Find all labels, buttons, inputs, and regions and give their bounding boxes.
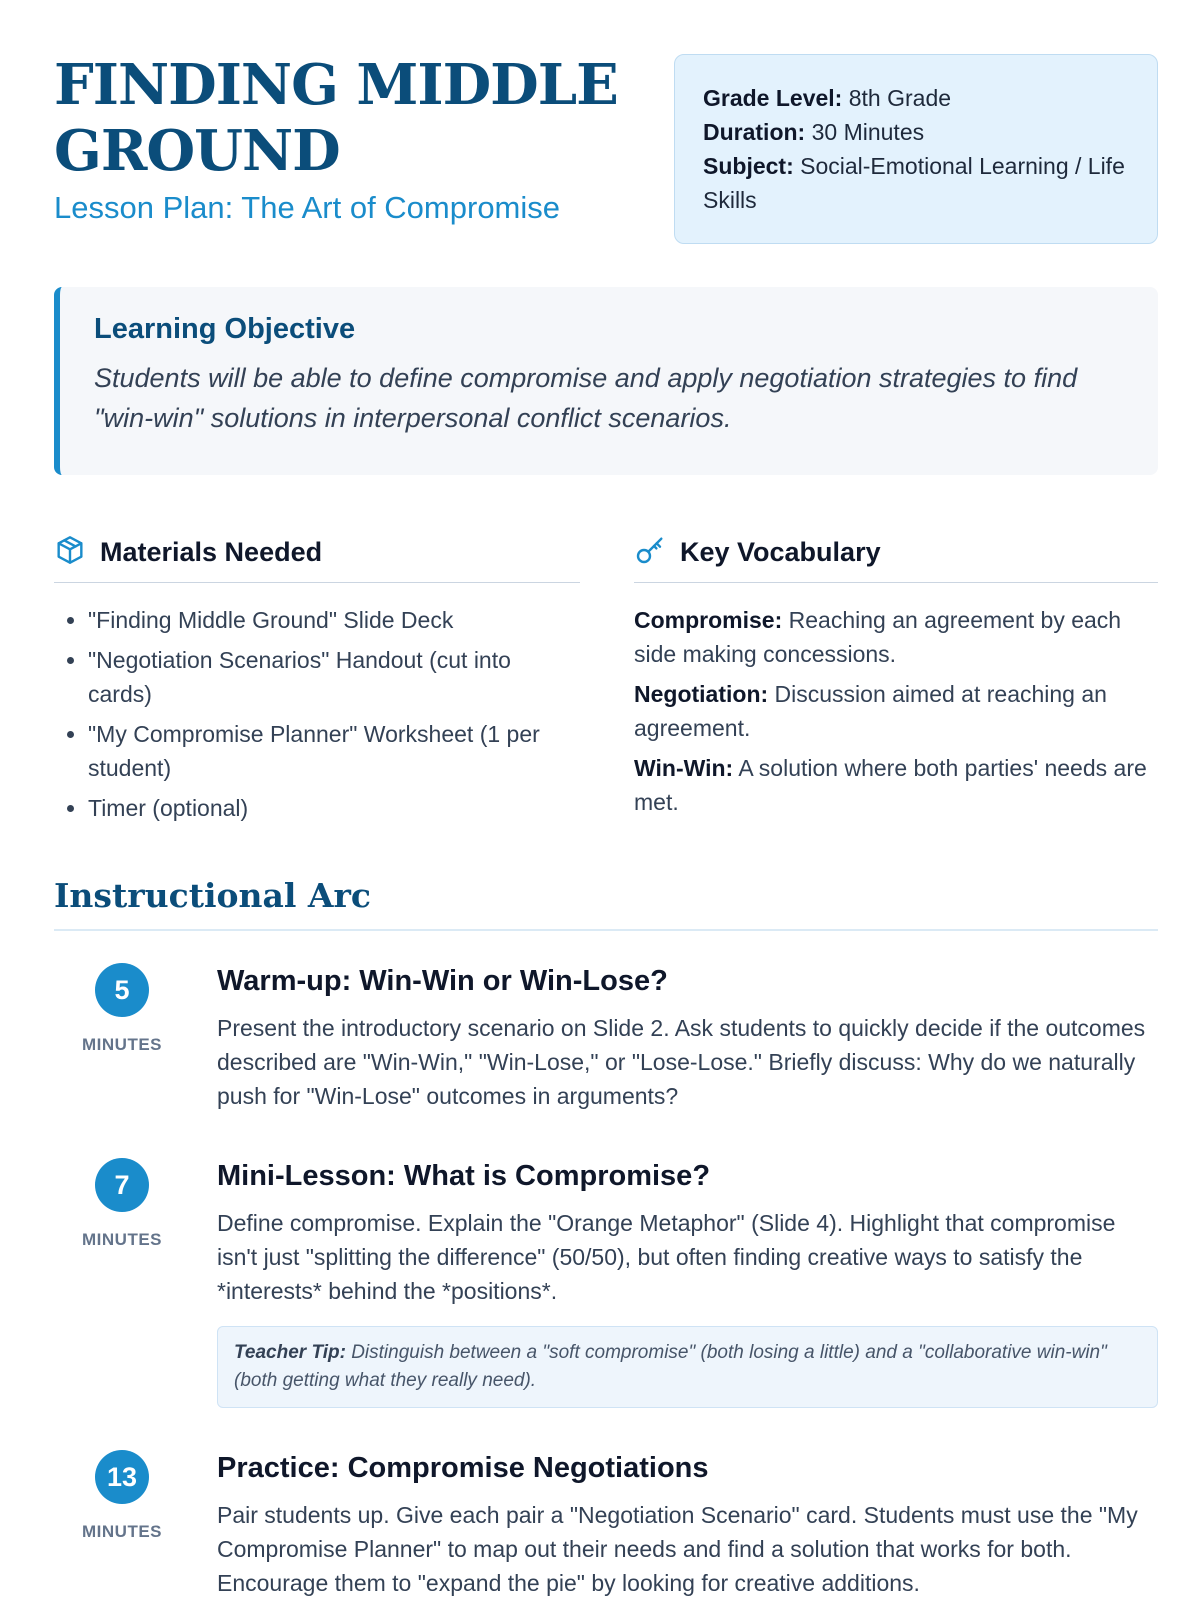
- vocab-definition: Reaching an agreement by each side making concessions.: [634, 607, 1122, 667]
- vocabulary-section: [634, 530, 1158, 825]
- teacher-tip-text: Distinguish between a "soft compromise" (both losing a little) and a "collaborative win-win" (both getting what they really need).: [234, 1342, 1107, 1391]
- objective-text: Students will be able to define compromise and apply negotiation strategies to find "win-win" solutions in interpersonal conflict scenarios.: [94, 363, 1078, 433]
- list-item: • "Negotiation Scenarios" Handout (cut into cards): [88, 643, 580, 711]
- list-item: • Timer (optional): [88, 791, 580, 825]
- learning-objective-card: [54, 287, 1158, 475]
- meta-duration-label: Duration:: [703, 119, 806, 145]
- key-icon: [634, 534, 666, 570]
- box-icon: [54, 534, 86, 570]
- step-text: Define compromise. Explain the "Orange Metaphor" (Slide 4). Highlight that compromise isn't just "splitting the difference" (50/50), but often finding creative ways to satisfy the *interests* behind the *positions*.: [217, 1210, 1116, 1304]
- minutes-label: MINUTES: [82, 1230, 162, 1249]
- vocab-definition: A solution where both parties' needs are met.: [634, 755, 1147, 815]
- list-item: • "My Compromise Planner" Worksheet (1 per student): [88, 717, 580, 785]
- minutes-badge: 7: [95, 1158, 149, 1212]
- vocab-definition: Discussion aimed at reaching an agreement.: [634, 681, 1107, 741]
- minutes-badge: 5: [95, 963, 149, 1017]
- step-body: [217, 963, 1158, 1113]
- teacher-tip: [217, 1326, 1158, 1408]
- step-duration: [54, 963, 190, 1055]
- step-duration: [54, 1450, 190, 1542]
- step-text: Pair students up. Give each pair a "Negotiation Scenario" card. Students must use the "My Compromise Planner" to map out their needs and find a solution that works for both. Encourage them to "expand the pie" by looking for creative additions.: [217, 1502, 1138, 1596]
- vocab-term: Win-Win:: [634, 755, 734, 781]
- vocab-item: [634, 677, 1158, 745]
- meta-subject: [703, 149, 1129, 217]
- instructional-arc-heading: Instructional Arc: [54, 876, 1158, 931]
- materials-heading: Materials Needed: [100, 536, 323, 567]
- step-title: Mini-Lesson: What is Compromise?: [217, 1160, 711, 1192]
- vocabulary-heading: Key Vocabulary: [680, 536, 881, 567]
- step-title: Warm-up: Win-Win or Win-Lose?: [217, 965, 668, 997]
- list-item: • "Finding Middle Ground" Slide Deck: [88, 603, 580, 637]
- page-subtitle: Lesson Plan: The Art of Compromise: [54, 190, 561, 225]
- page-title: FINDING MIDDLE GROUND: [54, 52, 618, 184]
- meta-subject-value: Social-Emotional Learning / Life Skills: [703, 153, 1125, 213]
- minutes-label: MINUTES: [82, 1522, 162, 1541]
- meta-grade-value: 8th Grade: [848, 85, 952, 111]
- vocab-item: [634, 751, 1158, 819]
- vocabulary-list: [634, 603, 1158, 819]
- objective-heading: Learning Objective: [94, 313, 356, 345]
- materials-section: [54, 530, 580, 831]
- meta-subject-label: Subject:: [703, 153, 794, 179]
- meta-duration-value: 30 Minutes: [811, 119, 925, 145]
- step-body: [217, 1450, 1158, 1600]
- meta-grade-label: Grade Level:: [703, 85, 843, 111]
- materials-list: [54, 603, 580, 825]
- minutes-label: MINUTES: [82, 1035, 162, 1054]
- vocabulary-header: [634, 530, 1158, 583]
- materials-header: [54, 530, 580, 583]
- step-title: Practice: Compromise Negotiations: [217, 1452, 709, 1484]
- meta-grade: [703, 81, 1129, 115]
- step-body: [217, 1158, 1158, 1408]
- teacher-tip-label: Teacher Tip:: [234, 1342, 346, 1363]
- step-text: Present the introductory scenario on Slide 2. Ask students to quickly decide if the outcomes described are "Win-Win," "Win-Lose," or "Lose-Lose." Briefly discuss: Why do we naturally push for "Win-Lose" outcomes in arguments?: [217, 1015, 1146, 1109]
- vocab-item: [634, 603, 1158, 671]
- vocab-term: Compromise:: [634, 607, 783, 633]
- minutes-badge: 13: [95, 1450, 149, 1504]
- lesson-meta-box: [674, 54, 1158, 244]
- meta-duration: [703, 115, 1129, 149]
- vocab-term: Negotiation:: [634, 681, 769, 707]
- step-duration: [54, 1158, 190, 1250]
